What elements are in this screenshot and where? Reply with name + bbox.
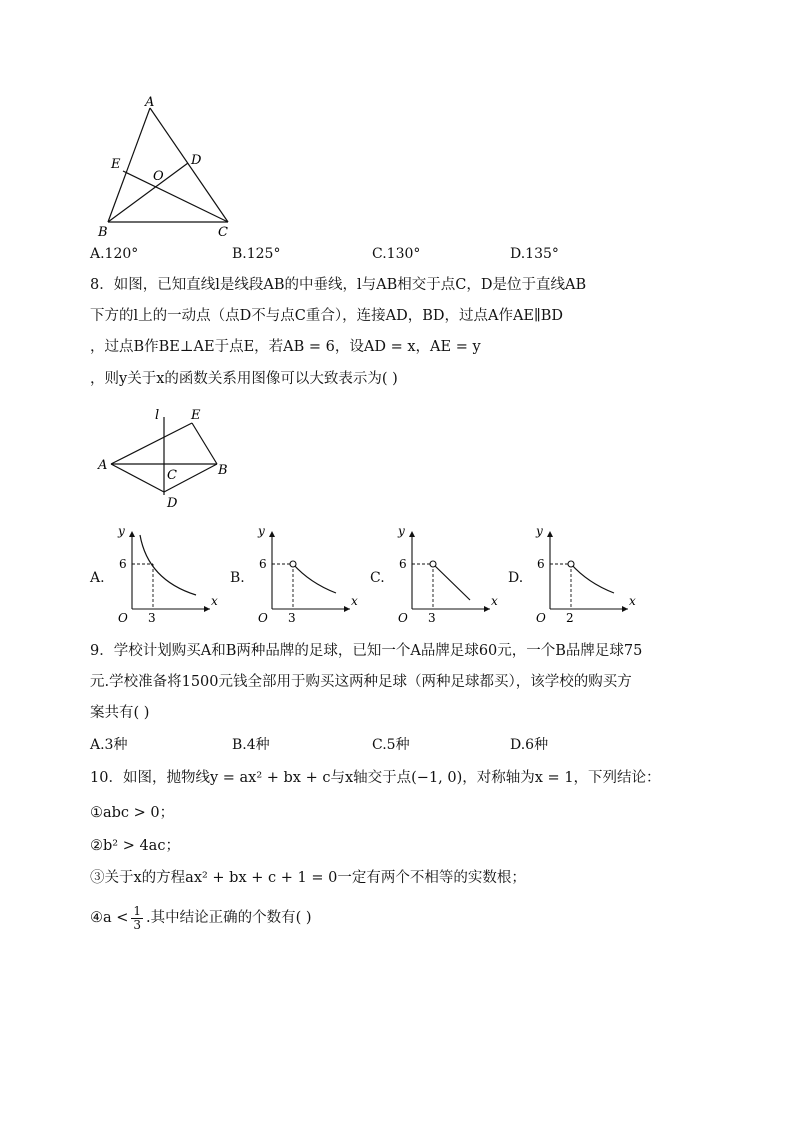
- fraction-denominator: 3: [133, 917, 142, 932]
- q8-option-b[interactable]: B.: [230, 570, 245, 586]
- graph-curve: [293, 564, 336, 593]
- y-axis-arrow: [269, 531, 275, 537]
- label-a: A: [145, 95, 155, 110]
- q8-option-d[interactable]: D.: [508, 570, 524, 586]
- y-axis-arrow: [129, 531, 135, 537]
- graph-curve: [140, 535, 196, 595]
- open-point: [430, 561, 436, 567]
- y-label: y: [258, 525, 265, 538]
- y-axis-arrow: [409, 531, 415, 537]
- x-mark: 3: [428, 611, 436, 625]
- graph-curve: [571, 564, 614, 593]
- q10-item-1: ①abc > 0；: [90, 805, 175, 821]
- x-label: x: [629, 594, 636, 608]
- geometry-figure-q8: [95, 405, 245, 515]
- y-mark-6: 6: [259, 557, 267, 571]
- label-b: B: [218, 463, 228, 478]
- q9-option-d[interactable]: D.6种: [510, 737, 549, 753]
- open-point: [568, 561, 574, 567]
- label-b: B: [98, 225, 108, 240]
- function-graph-c: [390, 525, 500, 625]
- q9-option-a[interactable]: A.3种: [90, 737, 128, 753]
- x-axis-arrow: [344, 606, 350, 612]
- q10-item-4-prefix: ④a <: [90, 910, 129, 926]
- q8-line-4: ，则y关于x的函数关系用图像可以大致表示为( ): [90, 371, 398, 387]
- q8-line-1: 8．如图，已知直线l是线段AB的中垂线，l与AB相交于点C，D是位于直线AB: [90, 277, 587, 293]
- fraction-numerator: 1: [133, 903, 142, 918]
- segment-ae: [111, 423, 192, 464]
- origin-label: O: [398, 611, 408, 625]
- q9-option-b[interactable]: B.4种: [232, 737, 270, 753]
- q7-option-c[interactable]: C.130°: [372, 246, 421, 262]
- label-c: C: [218, 225, 228, 240]
- q8-line-2: 下方的l上的一动点（点D不与点C重合），连接AD，BD，过点A作AE∥BD: [90, 308, 563, 324]
- function-graph-d: [528, 525, 638, 625]
- y-label: y: [118, 525, 125, 538]
- function-graph-b: [250, 525, 360, 625]
- q9-line-2: 元.学校准备将1500元钱全部用于购买这两种足球（两种足球都买），该学校的购买方: [90, 674, 632, 690]
- q10-item-3: ③关于x的方程ax² + bx + c + 1 = 0一定有两个不相等的实数根；: [90, 870, 526, 886]
- segment-be: [192, 423, 217, 464]
- x-label: x: [491, 594, 498, 608]
- label-e: E: [111, 157, 121, 172]
- q10-line-1: 10．如图，抛物线y = ax² + bx + c与x轴交于点(−1, 0)，对称轴为x = 1，下列结论：: [90, 770, 661, 786]
- x-label: x: [211, 594, 218, 608]
- x-axis-arrow: [622, 606, 628, 612]
- y-label: y: [536, 525, 543, 538]
- x-mark: 3: [148, 611, 156, 625]
- side-ac: [150, 108, 228, 222]
- origin-label: O: [118, 611, 128, 625]
- x-axis-arrow: [484, 606, 490, 612]
- q7-option-d[interactable]: D.135°: [510, 246, 559, 262]
- y-axis-arrow: [547, 531, 553, 537]
- q8-option-a[interactable]: A.: [90, 570, 105, 586]
- fraction: [131, 905, 143, 932]
- origin-label: O: [258, 611, 268, 625]
- q10-item-4: [90, 900, 312, 936]
- x-mark: 3: [288, 611, 296, 625]
- x-axis-arrow: [204, 606, 210, 612]
- q10-item-2: ②b² > 4ac；: [90, 838, 180, 854]
- label-o: O: [153, 169, 164, 184]
- q9-line-1: 9．学校计划购买A和B两种品牌的足球，已知一个A品牌足球60元，一个B品牌足球75: [90, 643, 643, 659]
- y-mark-6: 6: [399, 557, 407, 571]
- label-a: A: [98, 458, 108, 473]
- triangle-figure-q7: [90, 92, 250, 242]
- y-mark-6: 6: [537, 557, 545, 571]
- segment-ad: [111, 464, 164, 492]
- q10-item-4-suffix: .其中结论正确的个数有( ): [146, 910, 312, 926]
- function-graph-a: [110, 525, 220, 625]
- label-c: C: [167, 468, 177, 483]
- x-mark: 2: [566, 611, 574, 625]
- y-mark-6: 6: [119, 557, 127, 571]
- y-label: y: [398, 525, 405, 538]
- label-d: D: [167, 496, 178, 511]
- q8-option-c[interactable]: C.: [370, 570, 385, 586]
- label-l: l: [155, 408, 160, 423]
- label-e: E: [191, 408, 201, 423]
- q7-option-b[interactable]: B.125°: [232, 246, 281, 262]
- graph-line: [433, 564, 470, 600]
- origin-label: O: [536, 611, 546, 625]
- label-d: D: [191, 153, 202, 168]
- q7-option-a[interactable]: A.120°: [90, 246, 139, 262]
- segment-ce: [123, 171, 228, 222]
- q8-line-3: ，过点B作BE⊥AE于点E，若AB = 6，设AD = x，AE = y: [90, 339, 481, 355]
- q9-option-c[interactable]: C.5种: [372, 737, 410, 753]
- q9-line-3: 案共有( ): [90, 705, 150, 721]
- x-label: x: [351, 594, 358, 608]
- open-point: [290, 561, 296, 567]
